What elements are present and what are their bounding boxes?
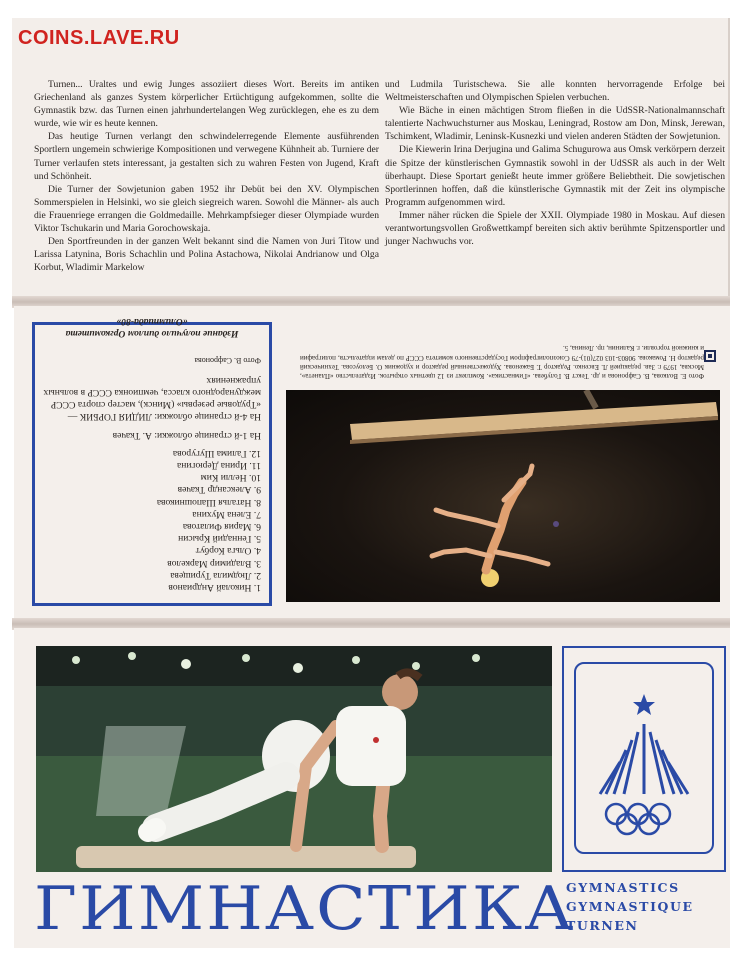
cover-note-back: На 4-й странице обложки: ЛИДИЯ ГОРБИК — «Трудовые резервы» (Минск), мастер спорта СССР международного класса, чемпионка СССР в вольных упражнениях [43,374,261,423]
credits-panel [14,306,730,620]
paragraph: und Ludmila Turistschewa. Sie alle konnten hervorragende Erfolge bei Weltmeisterschaften und Olympischen Spielen verbuchen. [385,79,725,104]
publisher-logo-icon [704,350,716,362]
credits-box [32,316,272,606]
paragraph: Wie Bäche in einen mächtigen Strom fließen in die UdSSR-Nationalmannschaft talentierte Nachwuchsturner aus Moskau, Leningrad, Rostow am Don, Minsk, Jerewan, Tschimkent, Wladimir, Leninsk-Kusnezki und vielen anderen Städten der Sowjetunion. [385,105,725,143]
list-item: 10. Нелли Ким [200,472,261,484]
list-item: 12. Галима Шугурова [172,447,261,459]
list-item: 1. Николай Андрианов [168,582,261,593]
subtitle-german: TURNEN [566,918,639,933]
pommel-horse-photo [36,646,552,872]
paragraph: Den Sportfreunden in der ganzen Welt bekannt sind die Namen von Juri Titow und Larissa Latynina, Boris Schachlin und Polina Astachowa, Nikolai Andrianow und Olga Korbut, Wladimir Markelow [34,236,379,274]
list-item: 2. Людмила Турищева [170,569,261,581]
paragraph: Die Kiewerin Irina Derjugina und Galima Schugurowa aus Omsk verkörpern derzeit die Spitze der künstlerischen Gymnastik sowohl in der UdSSR als auch in der Welt überhaupt. Diese Sportart genießt heute immer größere Beliebtheit. Die sowjetischen Sportlerinnen hoffen, daß die künstlerische Gymnastik mit der Zeit ins olympische Programm aufgenommen wird. [385,144,725,208]
list-item: 3. Владимир Маркелов [167,557,261,569]
gymnast-list [43,447,261,593]
list-item: 6. Мария Филатова [182,520,261,532]
paragraph: Immer näher rücken die Spiele der XXII. Olympiade 1980 in Moskau. Auf diesen verantwortungsvollen Großwettkampf bereiten sich aktiv berühmte Spitzensportler und junger Nachwuchs vor. [385,209,725,248]
list-item: 11. Ирина Дерюгина [176,459,261,471]
list-item: 9. Александр Ткачев [177,484,261,496]
watermark: COINS.LAVE.RU [18,27,180,49]
list-item: 5. Геннадий Крысин [178,533,261,545]
cover-title: ГИМНАСТИКА [34,874,576,944]
article-column-right [385,78,725,248]
subtitle-french: GYMNASTIQUE [566,899,694,914]
paragraph: Das heutige Turnen verlangt den schwindelerregende Elemente ausführenden Sportlern ungemein schwierige Kompositionen und verwegene Kühnheit ab. Turniere der Turner verlaufen stets interessant, ja gestalten sich zu wahren Festen von Jugend, Kraft und Schönheit. [34,131,379,182]
text-panel [12,18,730,298]
cover-note-front: На 1-й странице обложки: А. Ткачев [112,429,261,441]
paragraph: Die Turner der Sowjetunion gaben 1952 ihr Debüt bei den XV. Olympischen Sommerspielen in Helsinki, wo sie gleich siegreich waren. Sowohl die Männer- als auch die Frauenriege errangen die Goldmedaille. Mehrkampfsieger dieser Olympiade wurden Viktor Tschukarin und Maria Gorochowskaja. [34,183,379,235]
emblem-frame [574,662,714,854]
cover-panel [14,628,730,948]
imprint-text: Фото Е. Волкова, В. Сафронова и др. Текст В. Голубева. «Гимнастика». Комплект из 12 цветных открыток. Издательство «Планета», Москва, 1979 г. Зав. редакцией Л. Евсенко. Редактор Т. Баженова. Художественный редактор и художник О. Белоусова. Технический редактор Н. Ромакова. 90803-103 027(01)-79 Союзполиграфпром Государственного комитета СССР по делам издательств, полиграфии и книжной торговли. г. Калинин, пр. Ленина, 5. [300,344,704,380]
article-column-left [34,78,379,274]
subtitle-english: GYMNASTICS [566,880,680,895]
paragraph: Turnen... Uraltes und ewig Junges assoziiert dieses Wort. Bereits im antiken Griechenland als ganzes System körperlicher Ertüchtigung aufgekommen, sollte die Gymnastik bzw. das Turnen einen jahrhundertelangen Weg zurücklegen, ehe es zu dem wurde, wie wir es heute kennen. [34,79,379,130]
olympic-emblem-box [562,646,726,872]
diploma-heading: Издание получило диплом Оргкомитета «Олимпиада-80» [65,316,239,340]
photo-credit: Фото В. Сафронова [194,355,261,365]
list-item: 4. Ольга Корбут [195,545,261,557]
balance-beam-photo [286,390,720,602]
cover-subtitles [566,878,694,935]
list-item: 8. Наталья Шапошникова [156,496,261,508]
list-item: 7. Елена Мухина [192,508,261,520]
credits-content [43,316,261,593]
